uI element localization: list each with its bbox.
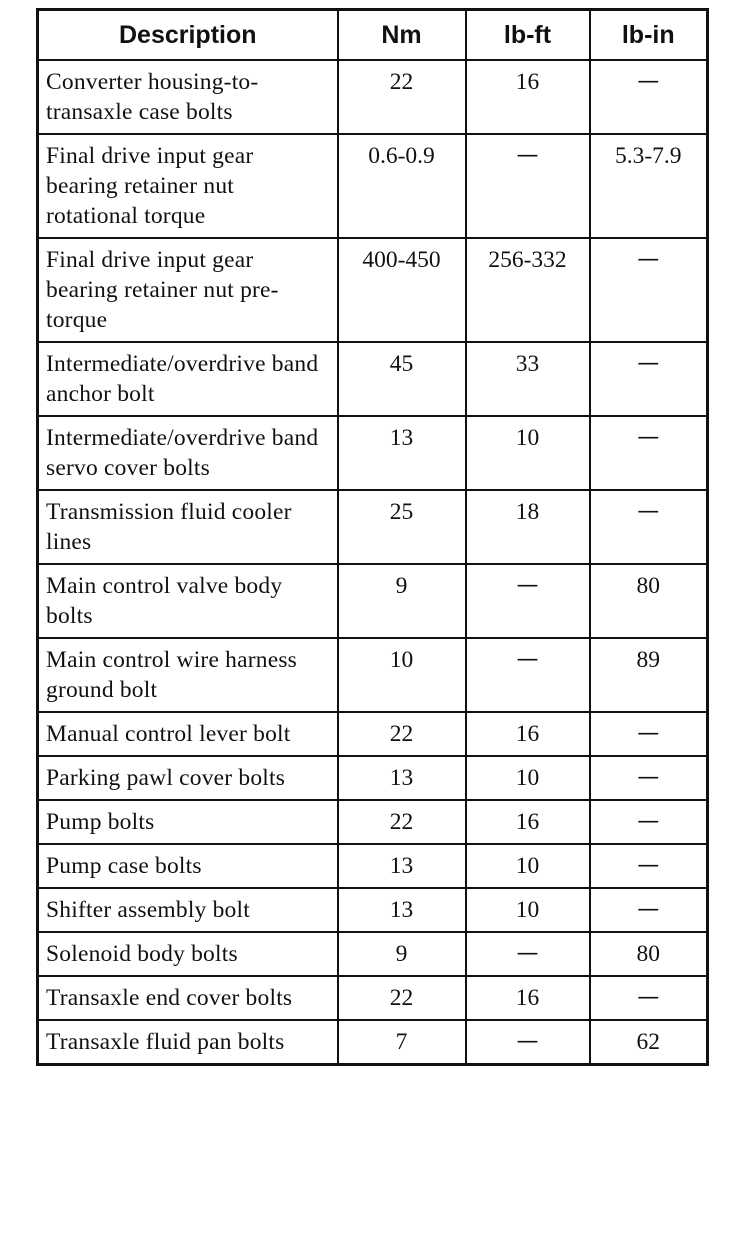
cell-lb-in: —: [590, 490, 708, 564]
cell-description: Transmission fluid cooler lines: [38, 490, 338, 564]
cell-description: Shifter assembly bolt: [38, 888, 338, 932]
table-row: [38, 238, 708, 342]
header-row: [38, 10, 708, 61]
header-lb-in: lb-in: [590, 10, 708, 61]
cell-lb-in: —: [590, 756, 708, 800]
cell-lb-ft: —: [466, 134, 590, 238]
cell-nm: 10: [338, 638, 466, 712]
table-row: [38, 1020, 708, 1065]
cell-lb-in: 80: [590, 932, 708, 976]
table-row: [38, 844, 708, 888]
cell-lb-in: 89: [590, 638, 708, 712]
table-row: [38, 932, 708, 976]
cell-lb-ft: 18: [466, 490, 590, 564]
cell-nm: 7: [338, 1020, 466, 1065]
cell-nm: 22: [338, 712, 466, 756]
cell-lb-in: —: [590, 60, 708, 134]
cell-nm: 9: [338, 564, 466, 638]
header-description: Description: [38, 10, 338, 61]
table-row: [38, 60, 708, 134]
cell-nm: 0.6-0.9: [338, 134, 466, 238]
cell-description: Main control valve body bolts: [38, 564, 338, 638]
table-row: [38, 342, 708, 416]
cell-lb-ft: 16: [466, 800, 590, 844]
cell-lb-in: 5.3-7.9: [590, 134, 708, 238]
header-lb-ft: lb-ft: [466, 10, 590, 61]
table-row: [38, 756, 708, 800]
torque-specifications-table: [36, 8, 709, 1066]
cell-lb-in: —: [590, 712, 708, 756]
table-body: [38, 60, 708, 1065]
cell-nm: 22: [338, 976, 466, 1020]
cell-description: Solenoid body bolts: [38, 932, 338, 976]
table-row: [38, 564, 708, 638]
cell-description: Transaxle end cover bolts: [38, 976, 338, 1020]
cell-lb-in: —: [590, 844, 708, 888]
cell-lb-ft: 10: [466, 756, 590, 800]
cell-lb-ft: 10: [466, 888, 590, 932]
cell-lb-in: 80: [590, 564, 708, 638]
table-row: [38, 134, 708, 238]
cell-lb-ft: 256-332: [466, 238, 590, 342]
cell-lb-in: —: [590, 976, 708, 1020]
cell-lb-ft: —: [466, 932, 590, 976]
table-row: [38, 712, 708, 756]
cell-description: Intermediate/overdrive band anchor bolt: [38, 342, 338, 416]
cell-lb-in: 62: [590, 1020, 708, 1065]
cell-description: Converter housing-to-transaxle case bolts: [38, 60, 338, 134]
cell-lb-ft: 16: [466, 60, 590, 134]
cell-lb-ft: 10: [466, 844, 590, 888]
cell-nm: 13: [338, 844, 466, 888]
cell-nm: 13: [338, 888, 466, 932]
cell-nm: 22: [338, 800, 466, 844]
cell-lb-in: —: [590, 800, 708, 844]
cell-nm: 13: [338, 416, 466, 490]
cell-description: Manual control lever bolt: [38, 712, 338, 756]
table-row: [38, 800, 708, 844]
cell-lb-ft: 16: [466, 712, 590, 756]
cell-nm: 13: [338, 756, 466, 800]
cell-nm: 25: [338, 490, 466, 564]
cell-lb-ft: 33: [466, 342, 590, 416]
cell-lb-ft: 16: [466, 976, 590, 1020]
cell-nm: 45: [338, 342, 466, 416]
cell-description: Final drive input gear bearing retainer nut pre-torque: [38, 238, 338, 342]
table-row: [38, 638, 708, 712]
cell-lb-ft: —: [466, 564, 590, 638]
cell-lb-ft: 10: [466, 416, 590, 490]
cell-lb-in: —: [590, 888, 708, 932]
cell-lb-in: —: [590, 238, 708, 342]
cell-nm: 9: [338, 932, 466, 976]
table-header: [38, 10, 708, 61]
cell-description: Pump case bolts: [38, 844, 338, 888]
cell-lb-in: —: [590, 416, 708, 490]
cell-description: Pump bolts: [38, 800, 338, 844]
cell-lb-ft: —: [466, 1020, 590, 1065]
table-row: [38, 976, 708, 1020]
header-nm: Nm: [338, 10, 466, 61]
cell-description: Transaxle fluid pan bolts: [38, 1020, 338, 1065]
cell-description: Final drive input gear bearing retainer nut rotational torque: [38, 134, 338, 238]
table-row: [38, 490, 708, 564]
cell-description: Parking pawl cover bolts: [38, 756, 338, 800]
table-row: [38, 416, 708, 490]
cell-lb-ft: —: [466, 638, 590, 712]
cell-nm: 400-450: [338, 238, 466, 342]
table-row: [38, 888, 708, 932]
cell-nm: 22: [338, 60, 466, 134]
cell-lb-in: —: [590, 342, 708, 416]
cell-description: Intermediate/overdrive band servo cover bolts: [38, 416, 338, 490]
cell-description: Main control wire harness ground bolt: [38, 638, 338, 712]
